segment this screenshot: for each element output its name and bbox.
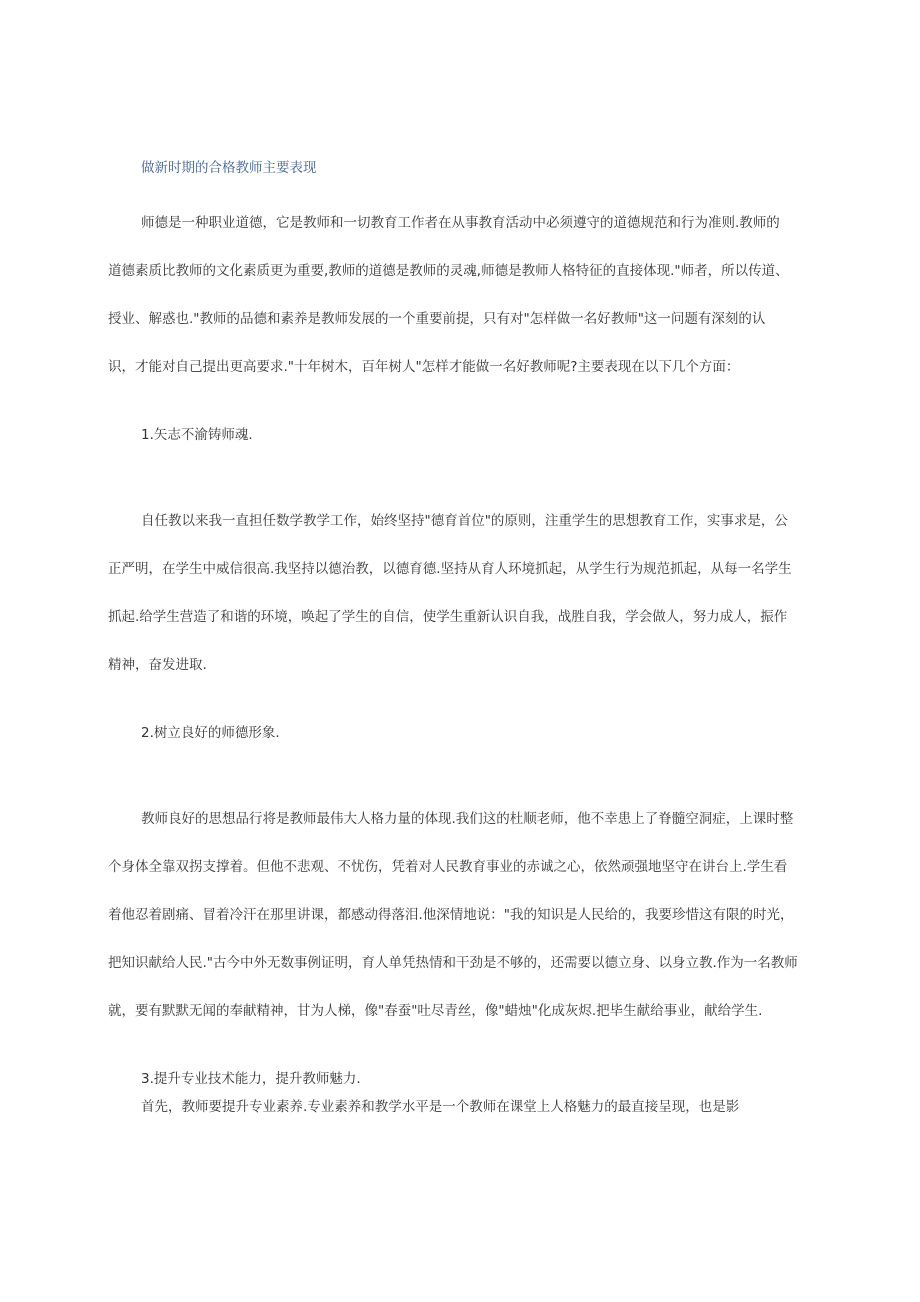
- section1-line-3: 抓起.给学生营造了和谐的环境，唤起了学生的自信，使学生重新认识自我，战胜自我，学会做人，努力成人，振作: [108, 609, 788, 625]
- section2-line-4: 把知识献给人民."古今中外无数事例证明，育人单凭热情和干劲是不够的，还需要以德立身、以身立教.作为一名教师: [108, 955, 798, 971]
- section2-line-3: 着他忍着剧痛、冒着冷汗在那里讲课，都感动得落泪.他深情地说："我的知识是人民给的，我要珍惜这有限的时光，: [108, 907, 794, 923]
- section2-heading: 2.树立良好的师德形象.: [141, 725, 280, 741]
- section3-line-1: 首先，教师要提升专业素养.专业素养和教学水平是一个教师在课堂上人格魅力的最直接呈现，也是影: [141, 1099, 740, 1115]
- section1-line-1: 自任教以来我一直担任数学教学工作，始终坚持"德育首位"的原则，注重学生的思想教育工作，实事求是，公: [141, 513, 788, 529]
- section2-line-2: 个身体全靠双拐支撑着。但他不悲观、不忧伤，凭着对人民教育事业的赤诚之心，依然顽强地坚守在讲台上.学生看: [108, 859, 788, 875]
- section1-line-2: 正严明，在学生中威信很高.我坚持以德治教，以德育德.坚持从育人环境抓起，从学生行为规范抓起，从每一名学生: [108, 561, 792, 577]
- intro-line-4: 识，才能对自己提出更高要求."十年树木，百年树人"怎样才能做一名好教师呢?主要表现在以下几个方面：: [108, 359, 740, 375]
- section2-line-1: 教师良好的思想品行将是教师最伟大人格力量的体现.我们这的杜顺老师，他不幸患上了脊髓空洞症，上课时整: [141, 811, 794, 827]
- document-title: 做新时期的合格教师主要表现: [141, 160, 317, 176]
- section2-line-5: 就，要有默默无闻的奉献精神，甘为人梯，像"春蚕"吐尽青丝，像"蜡烛"化成灰烬.把毕生献给事业，献给学生.: [108, 1003, 763, 1019]
- section1-heading: 1.矢志不渝铸师魂.: [141, 427, 253, 443]
- intro-line-1: 师德是一种职业道德，它是教师和一切教育工作者在从事教育活动中必须遵守的道德规范和行为准则.教师的: [141, 215, 780, 231]
- section3-heading: 3.提升专业技术能力，提升教师魅力.: [141, 1071, 361, 1087]
- intro-line-2: 道德素质比教师的文化素质更为重要,教师的道德是教师的灵魂,师德是教师人格特征的直接体现."师者，所以传道、: [108, 263, 789, 279]
- intro-line-3: 授业、解惑也."教师的品德和素养是教师发展的一个重要前提，只有对"怎样做一名好教师"这一问题有深刻的认: [108, 311, 766, 327]
- section1-line-4: 精神，奋发进取.: [108, 657, 207, 673]
